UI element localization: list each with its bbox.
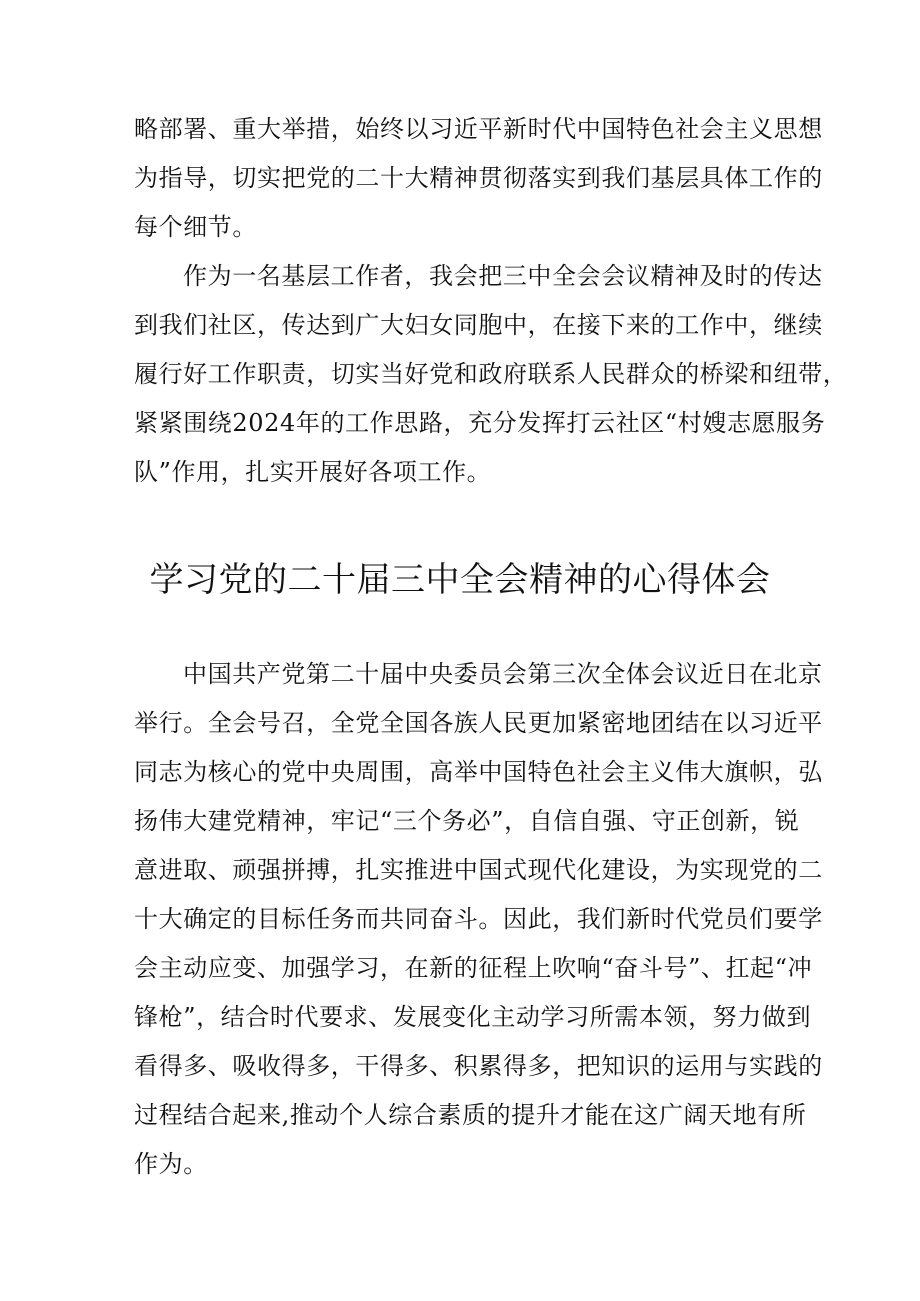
body-text-line: 履行好工作职责，切实当好党和政府联系人民群众的桥梁和纽带，: [134, 360, 848, 388]
body-text-line: 扬伟大建党精神，牢记“三个务必”，自信自强、守正创新，锐: [134, 807, 800, 835]
body-text-line: 举行。全会号召，全党全国各族人民更加紧密地团结在以习近平: [134, 709, 823, 737]
body-text-line: 每个细节。: [134, 213, 257, 241]
body-text-line: 队”作用，扎实开展好各项工作。: [134, 458, 492, 486]
body-text-line: 为指导，切实把党的二十大精神贯彻落实到我们基层具体工作的: [134, 164, 823, 192]
body-text-line: 锋枪”，结合时代要求、发展变化主动学习所需本领，努力做到: [134, 1003, 812, 1031]
body-text-line: 略部署、重大举措，始终以习近平新时代中国特色社会主义思想: [134, 115, 823, 143]
body-text-line: 紧紧围绕2024年的工作思路，充分发挥打云社区“村嫂志愿服务: [134, 409, 826, 437]
body-text-line: 意进取、顽强拼搏，扎实推进中国式现代化建设，为实现党的二: [134, 856, 823, 884]
body-text-line: 看得多、吸收得多，干得多、积累得多，把知识的运用与实践的: [134, 1052, 823, 1080]
body-text-line: 过程结合起来,推动个人综合素质的提升才能在这广阔天地有所: [134, 1101, 807, 1129]
body-text-line: 中国共产党第二十届中央委员会第三次全体会议近日在北京: [183, 660, 823, 688]
body-text-line: 会主动应变、加强学习，在新的征程上吹响“奋斗号”、扛起“冲: [134, 954, 813, 982]
body-text-line: 十大确定的目标任务而共同奋斗。因此，我们新时代党员们要学: [134, 905, 823, 933]
body-text-line: 同志为核心的党中央周围，高举中国特色社会主义伟大旗帜，弘: [134, 758, 823, 786]
body-text-line: 作为。: [134, 1150, 208, 1178]
section-title: 学习党的二十届三中全会精神的心得体会: [149, 560, 771, 600]
body-text-line: 作为一名基层工作者，我会把三中全会会议精神及时的传达: [183, 262, 823, 290]
body-text-line: 到我们社区，传达到广大妇女同胞中，在接下来的工作中，继续: [134, 311, 823, 339]
